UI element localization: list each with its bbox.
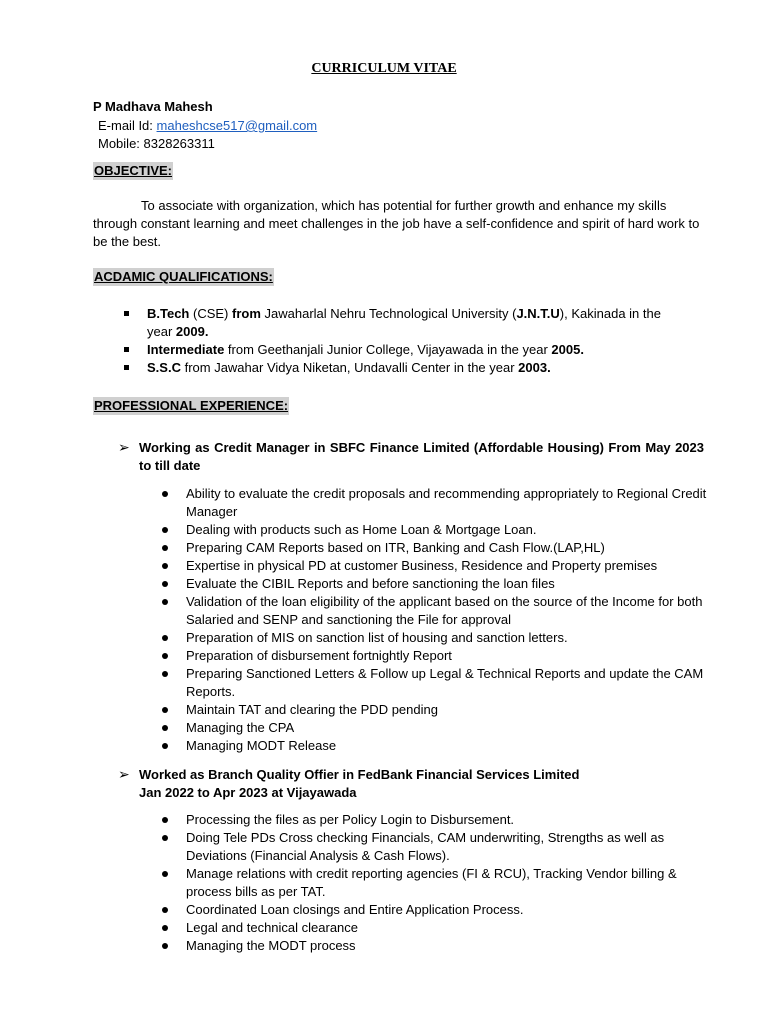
list-item	[124, 341, 684, 359]
text: Preparing Sanctioned Letters & Follow up Legal & Technical Reports and update the CAM Reports.	[186, 666, 704, 699]
list-item	[161, 737, 711, 755]
list-item	[161, 937, 711, 955]
email-line	[98, 117, 317, 135]
list-item	[161, 575, 711, 593]
text: Managing MODT Release	[186, 738, 337, 753]
academic-list	[124, 305, 684, 377]
text: Doing Tele PDs Cross checking Financials, CAM underwriting, Strengths as well as Deviations (Financial Analysis & Cash Flows).	[186, 830, 665, 863]
list-item	[124, 305, 684, 341]
list-item	[161, 557, 711, 575]
text: Evaluate the CIBIL Reports and before sanctioning the loan files	[186, 576, 555, 591]
list-item	[161, 593, 711, 629]
dot-bullet-icon	[162, 491, 168, 497]
dot-bullet-icon	[162, 563, 168, 569]
job-title	[118, 439, 704, 475]
experience-heading: PROFESSIONAL EXPERIENCE:	[94, 398, 289, 413]
academic-heading: ACDAMIC QUALIFICATIONS:	[94, 269, 273, 284]
job-duties-list	[161, 811, 711, 955]
square-bullet-icon	[124, 365, 129, 370]
list-item	[161, 647, 711, 665]
dot-bullet-icon	[162, 527, 168, 533]
job-title-text: Worked as Branch Quality Offier in FedBank Financial Services Limited	[139, 767, 580, 782]
dot-bullet-icon	[162, 817, 168, 823]
text: Validation of the loan eligibility of the applicant based on the source of the Income for both Salaried and SENP and sanctioning the File for approval	[186, 594, 703, 627]
text: Managing the MODT process	[186, 938, 356, 953]
degree: Intermediate	[147, 342, 225, 357]
list-item	[161, 539, 711, 557]
dot-bullet-icon	[162, 581, 168, 587]
text: from	[232, 306, 261, 321]
text: J.N.T.U	[516, 306, 560, 321]
dot-bullet-icon	[162, 545, 168, 551]
job-period-text: Jan 2022 to Apr 2023 at Vijayawada	[139, 785, 357, 800]
dot-bullet-icon	[162, 635, 168, 641]
list-item	[161, 521, 711, 539]
text: Dealing with products such as Home Loan & Mortgage Loan.	[186, 522, 537, 537]
job-title	[118, 766, 704, 802]
dot-bullet-icon	[162, 599, 168, 605]
list-item	[161, 665, 711, 701]
year: 2005.	[551, 342, 584, 357]
job-duties-list	[161, 485, 711, 755]
text: Preparation of disbursement fortnightly Report	[186, 648, 452, 663]
list-item	[161, 719, 711, 737]
arrow-bullet-icon: ➢	[118, 440, 130, 456]
mobile-line: Mobile: 8328263311	[98, 136, 215, 151]
degree: S.S.C	[147, 360, 181, 375]
candidate-name: P Madhava Mahesh	[93, 99, 213, 114]
list-item	[161, 919, 711, 937]
text: from Geethanjali Junior College, Vijayawada in the year	[224, 342, 552, 357]
dot-bullet-icon	[162, 943, 168, 949]
dot-bullet-icon	[162, 653, 168, 659]
list-item	[161, 865, 711, 901]
text: Maintain TAT and clearing the PDD pending	[186, 702, 438, 717]
text: Coordinated Loan closings and Entire Application Process.	[186, 902, 524, 917]
text: from Jawahar Vidya Niketan, Undavalli Center in the year	[180, 360, 519, 375]
square-bullet-icon	[124, 347, 129, 352]
objective-heading: OBJECTIVE:	[94, 163, 173, 178]
dot-bullet-icon	[162, 707, 168, 713]
dot-bullet-icon	[162, 725, 168, 731]
list-item	[161, 629, 711, 647]
text: Jawaharlal Nehru Technological University (	[260, 306, 517, 321]
dot-bullet-icon	[162, 925, 168, 931]
dot-bullet-icon	[162, 671, 168, 677]
list-item	[161, 485, 711, 521]
list-item	[161, 701, 711, 719]
list-item	[161, 829, 711, 865]
text: Managing the CPA	[186, 720, 295, 735]
square-bullet-icon	[124, 311, 129, 316]
text: Preparation of MIS on sanction list of housing and sanction letters.	[186, 630, 568, 645]
year: 2003.	[518, 360, 551, 375]
dot-bullet-icon	[162, 835, 168, 841]
text: Manage relations with credit reporting agencies (FI & RCU), Tracking Vendor billing & process bills as per TAT.	[186, 866, 677, 899]
arrow-bullet-icon: ➢	[118, 767, 130, 783]
text: (CSE)	[189, 306, 233, 321]
email-link[interactable]: maheshcse517@gmail.com	[156, 118, 318, 133]
year: 2009.	[175, 324, 209, 339]
degree: B.Tech	[147, 306, 190, 321]
list-item	[124, 359, 684, 377]
text: Expertise in physical PD at customer Business, Residence and Property premises	[186, 558, 658, 573]
email-label: E-mail Id:	[98, 118, 153, 133]
objective-text: To associate with organization, which has potential for further growth and enhance my skills through constant learning and meet challenges in the job have a self-confidence and spirit of hard work to be the best.	[93, 198, 700, 249]
text: Legal and technical clearance	[186, 920, 359, 935]
dot-bullet-icon	[162, 907, 168, 913]
dot-bullet-icon	[162, 743, 168, 749]
text: Ability to evaluate the credit proposals and recommending appropriately to Regional Credit Manager	[186, 486, 707, 519]
text: ), Kakinada in the year	[147, 306, 661, 339]
text: Processing the files as per Policy Login to Disbursement.	[186, 812, 515, 827]
text: Preparing CAM Reports based on ITR, Banking and Cash Flow.(LAP,HL)	[186, 540, 605, 555]
list-item	[161, 901, 711, 919]
document-title: CURRICULUM VITAE	[311, 61, 457, 76]
dot-bullet-icon	[162, 871, 168, 877]
list-item	[161, 811, 711, 829]
job-title-text: Working as Credit Manager in SBFC Finance Limited (Affordable Housing) From May 2023 to till date	[139, 440, 704, 473]
